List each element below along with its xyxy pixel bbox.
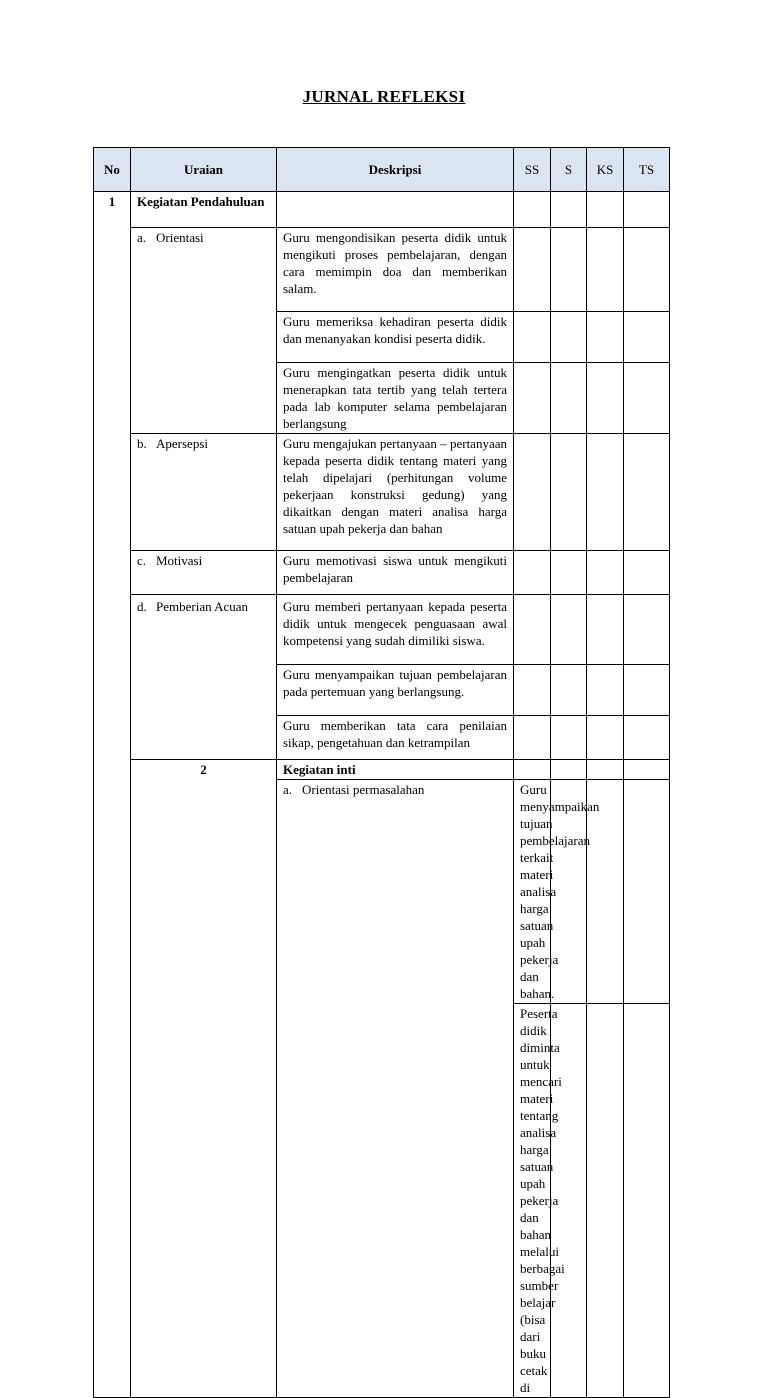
header-ts: TS (624, 148, 670, 192)
item-label: Orientasi (156, 230, 204, 245)
rating-ts-cell[interactable] (624, 192, 670, 228)
row-number: 2 (131, 760, 277, 1398)
rating-ks-cell[interactable] (624, 780, 670, 1004)
rating-ss-cell[interactable] (514, 551, 551, 595)
item-letter: a. (137, 230, 147, 245)
item-letter: c. (137, 553, 147, 568)
row-number: 1 (94, 192, 131, 1398)
section-title: Kegiatan Pendahuluan (131, 192, 277, 228)
rating-s-cell[interactable] (551, 192, 587, 228)
rating-ts-cell[interactable] (624, 716, 670, 760)
rating-s-cell[interactable] (551, 434, 587, 551)
item-label: Motivasi (156, 553, 203, 568)
rating-ss-cell[interactable] (551, 760, 587, 780)
description-cell: Guru menyampaikan tujuan pembelajaran pada pertemuan yang berlangsung. (277, 665, 514, 716)
rating-s-cell[interactable] (587, 760, 624, 780)
rating-s-cell[interactable] (551, 551, 587, 595)
description-cell: Guru memberikan tata cara penilaian sikap, pengetahuan dan ketrampilan (277, 716, 514, 760)
item-label: Orientasi permasalahan (302, 782, 425, 797)
table-row (94, 434, 670, 551)
rating-ss-cell[interactable] (514, 434, 551, 551)
rating-ts-cell[interactable] (624, 551, 670, 595)
description-cell: Guru memotivasi siswa untuk mengikuti pembelajaran (277, 551, 514, 595)
page-title: JURNAL REFLEKSI (302, 87, 466, 106)
rating-ks-cell[interactable] (587, 665, 624, 716)
item-letter: a. (283, 782, 293, 797)
uraian-cell (131, 595, 277, 760)
rating-ks-cell[interactable] (624, 1004, 670, 1398)
rating-ts-cell[interactable] (624, 595, 670, 665)
header-no: No (94, 148, 131, 192)
table-row (94, 228, 670, 312)
description-cell: Guru mengingatkan peserta didik untuk menerapkan tata tertib yang telah tertera pada lab komputer selama pembelajaran berlangsung (277, 363, 514, 434)
description-cell: Guru memeriksa kehadiran peserta didik dan menanyakan kondisi peserta didik. (277, 312, 514, 363)
rating-ts-cell[interactable] (624, 228, 670, 312)
rating-ks-cell[interactable] (624, 760, 670, 780)
uraian-cell (131, 228, 277, 434)
header-s: S (551, 148, 587, 192)
description-cell: Guru memberi pertanyaan kepada peserta didik untuk mengecek penguasaan awal kompetensi yang sudah dimiliki siswa. (277, 595, 514, 665)
rating-ss-cell[interactable] (514, 228, 551, 312)
rating-ss-cell[interactable] (514, 665, 551, 716)
description-cell: Guru mengajukan pertanyaan – pertanyaan kepada peserta didik tentang materi yang telah dipelajari (perhitungan volume pekerjaan konstruksi gedung) yang dikaitkan dengan materi analisa harga satuan upah pekerja dan bahan (277, 434, 514, 551)
header-row (94, 148, 670, 192)
rating-ss-cell[interactable] (514, 312, 551, 363)
item-label: Pemberian Acuan (156, 599, 249, 614)
rating-ss-cell[interactable] (514, 716, 551, 760)
rating-s-cell[interactable] (551, 716, 587, 760)
header-uraian: Uraian (131, 148, 277, 192)
rating-s-cell[interactable] (551, 595, 587, 665)
rating-s-cell[interactable] (551, 665, 587, 716)
rating-ts-cell[interactable] (624, 312, 670, 363)
reflection-journal-table (93, 147, 670, 1398)
header-ss: SS (514, 148, 551, 192)
rating-s-cell[interactable] (551, 363, 587, 434)
rating-ks-cell[interactable] (587, 312, 624, 363)
uraian-cell (131, 434, 277, 551)
section-title: Kegiatan inti (277, 760, 514, 780)
description-cell (514, 760, 551, 780)
rating-ts-cell[interactable] (624, 665, 670, 716)
rating-ts-cell[interactable] (624, 434, 670, 551)
rating-ts-cell[interactable] (624, 363, 670, 434)
rating-s-cell[interactable] (551, 228, 587, 312)
header-deskripsi: Deskripsi (277, 148, 514, 192)
description-cell: Peserta didik diminta untuk mencari materi tentang analisa harga satuan upah pekerja dan bahan melalui berbagai sumber belajar (bisa dari buku cetak di (514, 1004, 551, 1398)
item-label: Apersepsi (156, 436, 208, 451)
rating-ks-cell[interactable] (587, 434, 624, 551)
description-cell (277, 192, 514, 228)
rating-ss-cell[interactable] (514, 192, 551, 228)
header-ks: KS (587, 148, 624, 192)
table-row (94, 192, 670, 228)
rating-ks-cell[interactable] (587, 716, 624, 760)
rating-ks-cell[interactable] (587, 192, 624, 228)
table-row (94, 760, 670, 780)
rating-ks-cell[interactable] (587, 228, 624, 312)
rating-s-cell[interactable] (587, 1004, 624, 1398)
rating-ks-cell[interactable] (587, 363, 624, 434)
description-cell: Guru menyampaikan tujuan pembelajaran terkait materi analisa harga satuan upah pekerja dan bahan. (514, 780, 551, 1004)
rating-s-cell[interactable] (551, 312, 587, 363)
table-row (94, 551, 670, 595)
item-letter: b. (137, 436, 147, 451)
item-letter: d. (137, 599, 147, 614)
description-cell: Guru mengondisikan peserta didik untuk mengikuti proses pembelajaran, dengan cara memimpin doa dan memberikan salam. (277, 228, 514, 312)
uraian-cell (277, 780, 514, 1398)
rating-ss-cell[interactable] (514, 363, 551, 434)
rating-ks-cell[interactable] (587, 595, 624, 665)
rating-ks-cell[interactable] (587, 551, 624, 595)
rating-ss-cell[interactable] (514, 595, 551, 665)
table-row (94, 595, 670, 665)
uraian-cell (131, 551, 277, 595)
